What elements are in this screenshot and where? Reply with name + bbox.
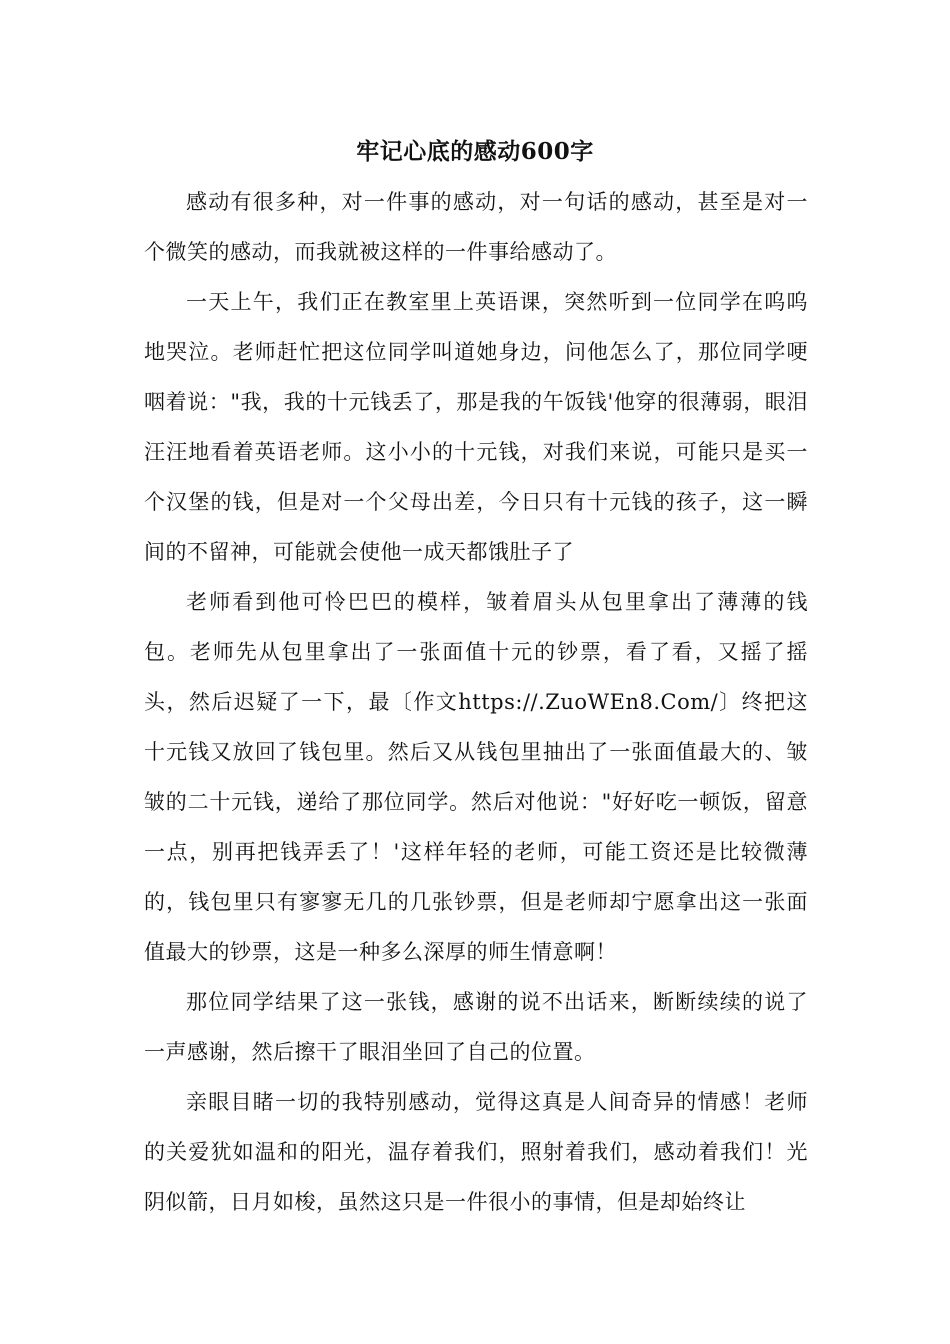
paragraph-3: 老师看到他可怜巴巴的模样，皱着眉头从包里拿出了薄薄的钱包。老师先从包里拿出了一张面值十元的钞票，看了看，又摇了摇头，然后迟疑了一下，最〔作文https://.ZuoWEn8.Com/〕终把这十元钱又放回了钱包里。然后又从钱包里抽出了一张面值最大的、皱皱的二十元钱，递给了那位同学。然后对他说："好好吃一顿饭，留意一点，别再把钱弄丢了！'这样年轻的老师，可能工资还是比较微薄的，钱包里只有寥寥无几的几张钞票，但是老师却宁愿拿出这一张面值最大的钞票，这是一种多么深厚的师生情意啊！ (144, 590, 808, 964)
paragraph-2: 一天上午，我们正在教室里上英语课，突然听到一位同学在呜呜地哭泣。老师赶忙把这位同学叫道她身边，问他怎么了，那位同学哽咽着说："我，我的十元钱丢了，那是我的午饭钱'他穿的很薄弱，眼泪汪汪地看着英语老师。这小小的十元钱，对我们来说，可能只是买一个汉堡的钱，但是对一个父母出差，今日只有十元钱的孩子，这一瞬间的不留神，可能就会使他一成天都饿肚子了 (144, 290, 808, 564)
document-body (144, 177, 808, 1227)
paragraph-1: 感动有很多种，对一件事的感动，对一句话的感动，甚至是对一个微笑的感动，而我就被这样的一件事给感动了。 (144, 190, 808, 264)
paragraph-5: 亲眼目睹一切的我特别感动，觉得这真是人间奇异的情感！老师的关爱犹如温和的阳光，温存着我们，照射着我们，感动着我们！光阴似箭，日月如梭，虽然这只是一件很小的事情，但是却始终让 (144, 1090, 808, 1214)
document-title: 牢记心底的感动600字 (356, 138, 594, 165)
paragraph-4: 那位同学结果了这一张钱，感谢的说不出话来，断断续续的说了一声感谢，然后擦干了眼泪坐回了自己的位置。 (144, 990, 808, 1064)
